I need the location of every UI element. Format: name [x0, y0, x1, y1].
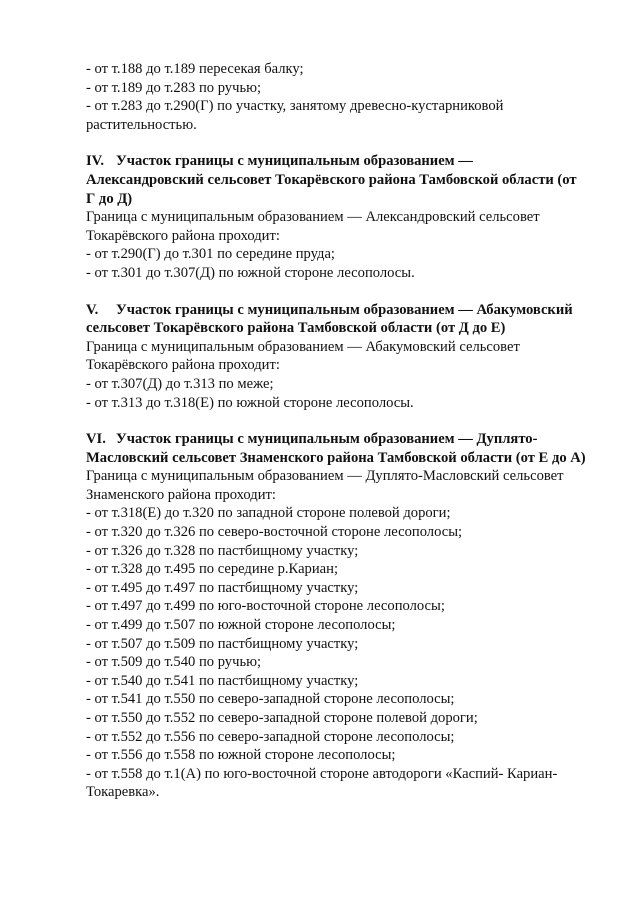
intro-line: - от т.188 до т.189 пересекая балку;	[86, 61, 304, 77]
heading-line: Участок границы с муниципальным образованием —	[116, 153, 473, 170]
section-heading	[86, 152, 616, 171]
list-item: - от т.497 до т.499 по юго-восточной стороне лесополосы;	[86, 598, 445, 615]
intro-line: - от т.283 до т.290(Г) по участку, занятому древесно-кустарниковой	[86, 98, 504, 115]
list-item: - от т.290(Г) до т.301 по середине пруда;	[86, 246, 335, 263]
heading-line: сельсовет Токарёвского района Тамбовской области (от Д до Е)	[86, 320, 506, 337]
section-intro-line: Токарёвского района проходит:	[86, 357, 280, 374]
section-numeral: V.	[86, 301, 99, 318]
heading-line: Участок границы с муниципальным образованием — Дуплято-	[116, 431, 538, 448]
list-item: - от т.301 до т.307(Д) по южной стороне лесополосы.	[86, 264, 415, 281]
section-heading	[86, 301, 616, 320]
heading-line: Участок границы с муниципальным образованием — Абакумовский	[116, 301, 573, 318]
heading-line: Александровский сельсовет Токарёвского района Тамбовской области (от	[86, 171, 577, 188]
list-item: - от т.507 до т.509 по пастбищному участку;	[86, 635, 359, 652]
section-numeral: VI.	[86, 431, 106, 448]
section-numeral: IV.	[86, 153, 104, 170]
section-v	[86, 301, 616, 413]
section-intro-line: Знаменского района проходит:	[86, 486, 276, 503]
list-item: - от т.558 до т.1(А) по юго-восточной стороне автодороги «Каспий- Кариан-	[86, 765, 558, 782]
list-item: - от т.495 до т.497 по пастбищному участку;	[86, 579, 359, 596]
section-iv	[86, 152, 616, 282]
list-item: - от т.328 до т.495 по середине р.Кариан;	[86, 561, 338, 578]
list-item: - от т.307(Д) до т.313 по меже;	[86, 375, 274, 392]
intro-line: - от т.189 до т.283 по ручью;	[86, 79, 262, 96]
section-intro-line: Граница с муниципальным образованием — Абакумовский сельсовет	[86, 338, 520, 355]
list-item: - от т.320 до т.326 по северо-восточной стороне лесополосы;	[86, 524, 463, 541]
list-item: - от т.541 до т.550 по северо-западной стороне лесополосы;	[86, 691, 455, 708]
list-item: - от т.552 до т.556 по северо-западной стороне лесополосы;	[86, 728, 455, 745]
section-intro-line: Граница с муниципальным образованием — Александровский сельсовет	[86, 209, 540, 226]
heading-line: Г до Д)	[86, 190, 133, 207]
section-intro-line: Токарёвского района проходит:	[86, 227, 280, 244]
list-item: - от т.540 до т.541 по пастбищному участку;	[86, 672, 359, 689]
list-item: - от т.326 до т.328 по пастбищному участку;	[86, 542, 359, 559]
section-heading	[86, 430, 616, 449]
list-item: - от т.499 до т.507 по южной стороне лесополосы;	[86, 617, 396, 634]
document-page	[86, 60, 616, 802]
list-item: Токаревка».	[86, 784, 160, 801]
list-item: - от т.318(Е) до т.320 по западной стороне полевой дороги;	[86, 505, 451, 522]
list-item: - от т.556 до т.558 по южной стороне лесополосы;	[86, 747, 396, 764]
intro-line: растительностью.	[86, 116, 197, 133]
heading-line: Масловский сельсовет Знаменского района Тамбовской области (от Е до А)	[86, 449, 586, 466]
list-item: - от т.313 до т.318(Е) по южной стороне лесополосы.	[86, 394, 414, 411]
section-intro-line: Граница с муниципальным образованием — Дуплято-Масловский сельсовет	[86, 468, 564, 485]
intro-block	[86, 60, 616, 134]
list-item: - от т.550 до т.552 по северо-западной стороне полевой дороги;	[86, 710, 478, 726]
list-item: - от т.509 до т.540 по ручью;	[86, 654, 262, 671]
section-vi	[86, 430, 616, 802]
